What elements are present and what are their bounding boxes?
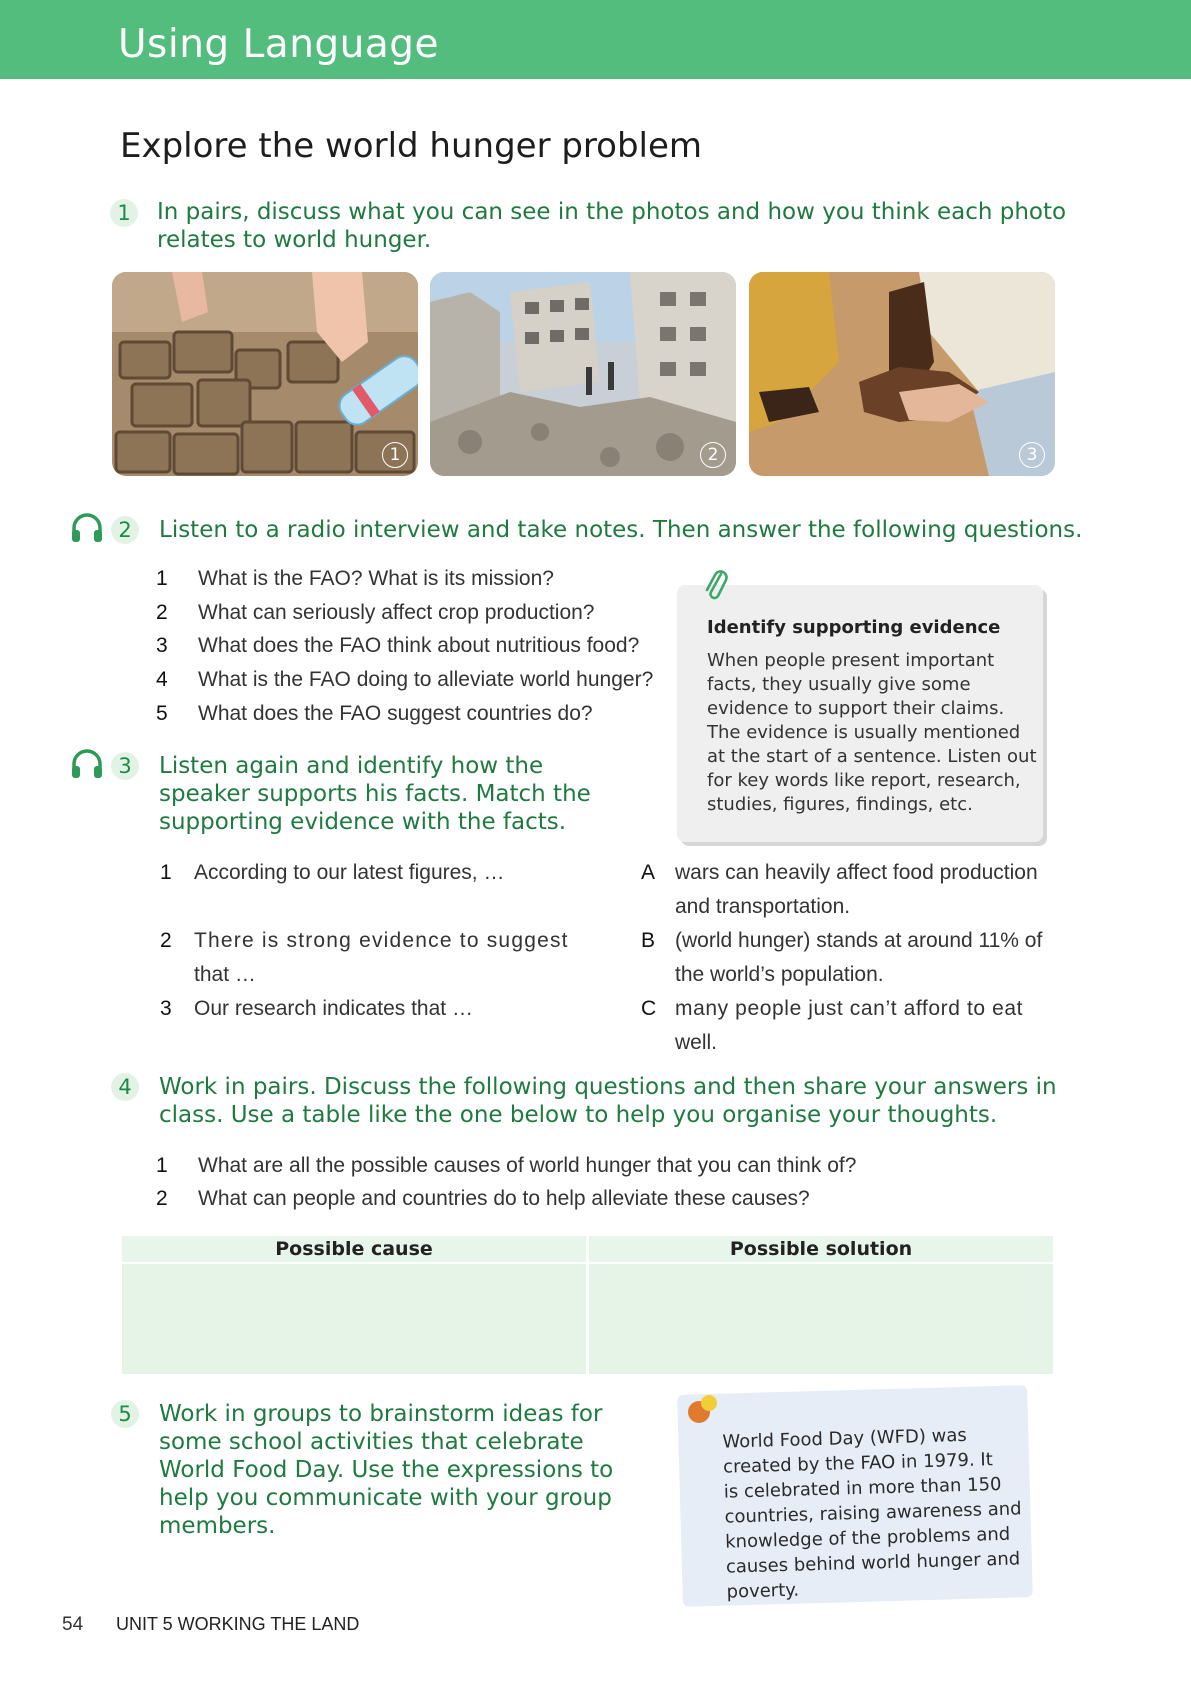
evidence-text: Our research indicates that … [194, 997, 473, 1020]
task-2-number: 2 [111, 516, 139, 544]
question-number: 1 [156, 1154, 168, 1177]
table-header-solution: Possible solution [589, 1236, 1053, 1262]
task-4-number: 4 [111, 1073, 139, 1101]
fact-text: well. [675, 1031, 718, 1054]
question-text: What are all the possible causes of world hunger that you can think of? [198, 1154, 857, 1177]
task-2-instruction: Listen to a radio interview and take notes. Then answer the following questions. [159, 517, 1083, 543]
task-4-line: class. Use a table like the one below to help you organise your thoughts. [159, 1102, 998, 1128]
evidence-number: 3 [160, 997, 172, 1020]
question-text: What does the FAO think about nutritious food? [198, 634, 640, 657]
question-number: 4 [156, 668, 168, 691]
fact-letter: A [641, 861, 656, 884]
task-5-line: some school activities that celebrate [159, 1429, 584, 1455]
table-cell-solution[interactable] [589, 1264, 1053, 1374]
task-1-line: In pairs, discuss what you can see in the photos and how you think each photo [157, 199, 1067, 225]
task-5-line: World Food Day. Use the expressions to [159, 1457, 614, 1483]
tip-line: at the start of a sentence. Listen out [707, 746, 1037, 767]
question-text: What is the FAO doing to alleviate world hunger? [198, 668, 654, 691]
fact-card [677, 1385, 1033, 1607]
fact-letter: C [641, 997, 657, 1020]
question-text: What does the FAO suggest countries do? [198, 702, 593, 725]
fact-card-body [722, 1421, 1024, 1604]
task-1-line: relates to world hunger. [157, 227, 432, 253]
war-ruins-photo [430, 272, 736, 476]
question-number: 1 [156, 567, 168, 590]
tip-line: for key words like report, research, [707, 770, 1021, 791]
question-number: 3 [156, 634, 168, 657]
fact-text: and transportation. [675, 895, 851, 918]
headphones-icon[interactable] [70, 512, 104, 544]
tip-line: evidence to support their claims. [707, 698, 1005, 719]
photo-3-number: 3 [1019, 442, 1045, 468]
cracked-earth-bottle-photo [112, 272, 418, 476]
task-5-instruction [159, 1400, 613, 1540]
tip-line: The evidence is usually mentioned [707, 722, 1021, 743]
task-4-line: Work in pairs. Discuss the following questions and then share your answers in [159, 1074, 1057, 1100]
photo-3 [749, 272, 1055, 476]
question-text: What is the FAO? What is its mission? [198, 567, 554, 590]
unit-label: UNIT 5 WORKING THE LAND [116, 1614, 360, 1634]
page-title: Using Language [118, 22, 440, 67]
task-5-line: members. [159, 1513, 276, 1539]
tip-title: Identify supporting evidence [707, 617, 1001, 638]
fact-text: the world’s population. [675, 963, 884, 986]
tip-body [707, 649, 1037, 817]
photo-1-number: 1 [382, 442, 408, 468]
fact-text: (world hunger) stands at around 11% of [675, 929, 1043, 952]
task-3-line: supporting evidence with the facts. [159, 809, 567, 835]
question-number: 2 [156, 1187, 168, 1210]
evidence-number: 1 [160, 861, 172, 884]
task-1-number: 1 [110, 199, 138, 227]
task-1-instruction [157, 198, 1066, 254]
question-number: 5 [156, 702, 168, 725]
task-5-line: Work in groups to brainstorm ideas for [159, 1401, 603, 1427]
task-5-number: 5 [111, 1400, 139, 1428]
task-3-instruction [159, 752, 591, 836]
task-5-line: help you communicate with your group [159, 1485, 612, 1511]
task-3-number: 3 [111, 752, 139, 780]
evidence-text: According to our latest figures, … [194, 861, 505, 884]
photo-1 [112, 272, 418, 476]
pin-icon [686, 1393, 722, 1425]
section-title: Explore the world hunger problem [120, 126, 703, 166]
fact-card-line: is celebrated in more than 150 [723, 1473, 1002, 1503]
fact-card-line: causes behind world hunger and [725, 1548, 1021, 1578]
evidence-text: There is strong evidence to suggest [194, 929, 569, 952]
tip-line: studies, figures, findings, etc. [707, 794, 973, 815]
question-text: What can people and countries do to help alleviate these causes? [198, 1187, 810, 1210]
tip-line: When people present important [707, 650, 995, 671]
task-4-instruction [159, 1073, 1057, 1129]
task-3-line: speaker supports his facts. Match the [159, 781, 591, 807]
fact-letter: B [641, 929, 656, 952]
fact-text: many people just can’t afford to eat [675, 997, 1024, 1020]
hands-giving-photo [749, 272, 1055, 476]
fact-card-line: created by the FAO in 1979. It [722, 1449, 994, 1478]
photo-2-number: 2 [700, 442, 726, 468]
page-number: 54 [62, 1614, 84, 1635]
tip-line: facts, they usually give some [707, 674, 971, 695]
fact-card-line: countries, raising awareness and [724, 1498, 1022, 1528]
fact-card-line: knowledge of the problems and [724, 1523, 1011, 1553]
evidence-text: that … [194, 963, 256, 986]
paperclip-icon [703, 568, 729, 602]
question-number: 2 [156, 601, 168, 624]
table-header-cause: Possible cause [122, 1236, 586, 1262]
evidence-number: 2 [160, 929, 172, 952]
task-3-line: Listen again and identify how the [159, 753, 544, 779]
fact-card-line: World Food Day (WFD) was [722, 1424, 968, 1453]
photo-2 [430, 272, 736, 476]
table-cell-cause[interactable] [122, 1264, 586, 1374]
question-text: What can seriously affect crop production? [198, 601, 595, 624]
fact-text: wars can heavily affect food production [675, 861, 1038, 884]
fact-card-line: poverty. [726, 1579, 800, 1603]
headphones-icon[interactable] [70, 748, 104, 780]
